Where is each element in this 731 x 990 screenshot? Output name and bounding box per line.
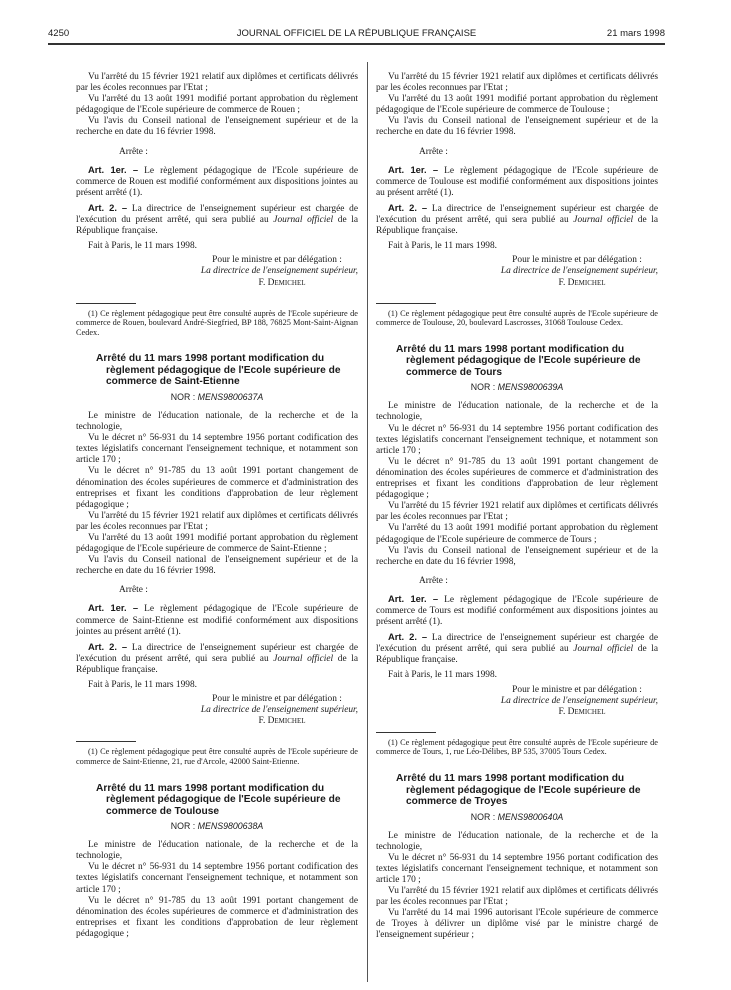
visa: Vu le décret n° 91-785 du 13 août 1991 portant changement de dénomination des écoles supérieures de commerce et d'administration des entreprises et fixant les conditions d'approbation de leur règlement pédagogique ;	[376, 456, 658, 501]
decree-title-line: règlement pédagogique de l'Ecole supérieure de	[406, 784, 641, 796]
decree-title-line: Arrêté du 11 mars 1998 portant modification du	[96, 353, 325, 365]
article-text: La directrice de l'enseignement supérieur est chargée de l'exécution du présent arrêté, qui sera publié au	[376, 633, 658, 655]
nor-code: MENS9800637A	[197, 391, 264, 402]
nor-code: MENS9800640A	[497, 811, 564, 822]
article-text: de la République française.	[76, 653, 359, 675]
visa: Vu l'arrêté du 15 février 1921 relatif aux diplômes et certificats délivrés par les écoles reconnues par l'Etat ;	[76, 510, 358, 532]
article-text: de la République française.	[376, 215, 659, 237]
signing-place-date: Fait à Paris, le 11 mars 1998.	[88, 680, 198, 691]
article-label: Art. 2. –	[88, 640, 128, 652]
decree-toulouse-continuation	[376, 72, 658, 328]
article-1	[76, 164, 358, 199]
visa: Vu l'arrêté du 15 février 1921 relatif aux diplômes et certificats délivrés par les écoles reconnues par l'Etat ;	[76, 72, 358, 94]
decree-title-line: commerce de Troyes	[406, 796, 508, 807]
footnote-rule	[376, 732, 436, 733]
decree-title-line: règlement pédagogique de l'Ecole supérieure de	[406, 355, 641, 367]
decree-title	[76, 353, 358, 388]
decree-title-line: règlement pédagogique de l'Ecole supérieure de	[106, 794, 341, 806]
decree-title	[376, 344, 658, 379]
signing-place-date: Fait à Paris, le 11 mars 1998.	[388, 670, 498, 681]
issue-date: 21 mars 1998	[606, 28, 665, 39]
journal-title: JOURNAL OFFICIEL DE LA RÉPUBLIQUE FRANÇAISE	[236, 28, 477, 39]
article-label: Art. 1er. –	[88, 163, 139, 175]
decree-title-line: règlement pédagogique de l'Ecole supérieure de	[106, 364, 341, 376]
visa: Vu l'avis du Conseil national de l'enseignement supérieur et de la recherche en date du 16 février 1998.	[376, 116, 658, 138]
decree-title-line: commerce de Tours	[406, 366, 503, 378]
footnote: (1) Ce règlement pédagogique peut être consulté auprès de l'Ecole supérieure de commerce de Tours, 1, rue Léo-Délibes, BP 535, 37005 Tours Cedex.	[376, 737, 658, 757]
signature-line-1: Pour le ministre et par délégation :	[212, 255, 342, 266]
visa: Vu l'arrêté du 13 août 1991 modifié portant approbation du règlement pédagogique de l'Ecole supérieure de commerce de Tours ;	[376, 523, 658, 545]
article-label: Art. 2. –	[88, 201, 128, 213]
decree-saint-etienne	[76, 353, 358, 766]
article-text: La directrice de l'enseignement supérieur est chargée de l'exécution du présent arrêté, qui sera publié au	[376, 203, 658, 226]
nor-label: NOR :	[470, 811, 498, 822]
footnote-rule	[376, 303, 436, 304]
visa: Vu l'arrêté du 15 février 1921 relatif aux diplômes et certificats délivrés par les écoles reconnues par l'Etat ;	[376, 501, 658, 523]
nor-reference	[376, 382, 658, 393]
article-text: de la République française.	[376, 644, 659, 666]
article-1	[376, 593, 658, 628]
article-1	[376, 164, 658, 199]
signatory-name: F. Demichel	[258, 277, 306, 288]
article-label: Art. 2. –	[388, 201, 428, 213]
nor-reference	[76, 392, 358, 403]
signature-line-1: Pour le ministre et par délégation :	[512, 684, 642, 695]
signature-line-1: Pour le ministre et par délégation :	[212, 694, 342, 705]
arrete-label: Arrête :	[419, 575, 448, 586]
visa: Vu l'arrêté du 15 février 1921 relatif aux diplômes et certificats délivrés par les écoles reconnues par l'Etat ;	[376, 886, 658, 908]
nor-label: NOR :	[470, 382, 498, 393]
visa: Vu le décret n° 56-931 du 14 septembre 1956 portant codification des textes législatifs concernant l'enseignement technique, et notamment son article 170 ;	[376, 423, 658, 456]
decree-title	[376, 773, 658, 808]
visa: Vu le décret n° 56-931 du 14 septembre 1956 portant codification des textes législatifs concernant l'enseignement technique, et notamment son article 170 ;	[376, 852, 658, 885]
article-2	[376, 202, 658, 237]
signature-line-2: La directrice de l'enseignement supérieur,	[200, 266, 358, 277]
signing-place-date: Fait à Paris, le 11 mars 1998.	[388, 241, 498, 252]
article-2	[376, 631, 658, 666]
decree-title-line: Arrêté du 11 mars 1998 portant modification du	[396, 343, 625, 355]
signatory-name: F. Demichel	[558, 277, 606, 288]
visa: Vu l'avis du Conseil national de l'enseignement supérieur et de la recherche en date du 16 février 1998.	[76, 116, 358, 138]
visa: Vu l'arrêté du 15 février 1921 relatif aux diplômes et certificats délivrés par les écoles reconnues par l'Etat ;	[376, 72, 658, 94]
visa: Vu l'arrêté du 13 août 1991 modifié portant approbation du règlement pédagogique de l'Ecole supérieure de commerce de Rouen ;	[76, 94, 358, 116]
journal-name: Journal officiel	[573, 215, 634, 226]
signature-line-2: La directrice de l'enseignement supérieur,	[500, 266, 658, 277]
decree-rouen-continuation	[76, 72, 358, 337]
article-label: Art. 1er. –	[388, 163, 439, 175]
intro: Le ministre de l'éducation nationale, de la recherche et de la technologie,	[76, 410, 358, 433]
article-text: Le règlement pédagogique de l'Ecole supérieure de commerce de Saint-Etienne est modifié conformément aux dispositions jointes au présent arrêté (1).	[76, 604, 359, 637]
article-1	[76, 602, 358, 637]
header-rule	[48, 43, 665, 45]
visa: Vu le décret n° 91-785 du 13 août 1991 portant changement de dénomination des écoles supérieures de commerce et d'administration des entreprises et fixant les conditions d'approbation de leur règlement pédagogique ;	[76, 895, 358, 939]
footnote: (1) Ce règlement pédagogique peut être consulté auprès de l'Ecole supérieure de commerce de Toulouse, 20, boulevard Lascrosses, 31068 Toulouse Cedex.	[376, 308, 658, 328]
page-header	[48, 28, 665, 42]
article-text: Le règlement pédagogique de l'Ecole supérieure de commerce de Toulouse est modifié conformément aux dispositions jointes au présent arrêté (1).	[376, 165, 659, 198]
footnote-rule	[76, 741, 136, 742]
column-divider	[367, 62, 368, 982]
decree-title-line: commerce de Toulouse	[106, 805, 220, 817]
decree-tours	[376, 344, 658, 757]
article-2	[76, 641, 358, 676]
decree-title	[76, 783, 358, 818]
left-column	[76, 72, 358, 940]
article-text: Le règlement pédagogique de l'Ecole supérieure de commerce de Tours est modifié conformément aux dispositions jointes au présent arrêté (1).	[376, 594, 659, 628]
signing-place-date: Fait à Paris, le 11 mars 1998.	[88, 241, 198, 252]
visa: Vu le décret n° 91-785 du 13 août 1991 portant changement de dénomination des écoles supérieures de commerce et d'administration des entreprises et fixant les conditions d'approbation de leur règlement pédagogique ;	[76, 466, 358, 510]
decree-troyes	[376, 773, 658, 942]
footnote-rule	[76, 303, 136, 304]
article-text: La directrice de l'enseignement supérieur est chargée de l'exécution du présent arrêté, qui sera publié au	[76, 642, 358, 664]
visa: Vu l'avis du Conseil national de l'enseignement supérieur et de la recherche en date du 16 février 1998.	[76, 555, 358, 577]
arrete-label: Arrête :	[419, 146, 448, 157]
article-text: La directrice de l'enseignement supérieur est chargée de l'exécution du présent arrêté, qui sera publié au	[76, 203, 358, 226]
visa: Vu l'arrêté du 13 août 1991 modifié portant approbation du règlement pédagogique de l'Ecole supérieure de commerce de Toulouse ;	[376, 94, 658, 116]
arrete-label: Arrête :	[119, 146, 148, 157]
footnote: (1) Ce règlement pédagogique peut être consulté auprès de l'Ecole supérieure de commerce de Rouen, boulevard André-Siegfried, BP 188, 76825 Mont-Saint-Aignan Cedex.	[76, 308, 358, 337]
article-label: Art. 1er. –	[88, 602, 139, 614]
article-2	[76, 202, 358, 237]
decree-title-line: commerce de Saint-Etienne	[106, 376, 240, 388]
visa: Vu l'avis du Conseil national de l'enseignement supérieur et de la recherche en date du 16 février 1998,	[376, 545, 658, 567]
intro: Le ministre de l'éducation nationale, de la recherche et de la technologie,	[376, 401, 658, 423]
article-text: de la République française.	[76, 215, 359, 237]
nor-label: NOR :	[170, 391, 198, 402]
article-label: Art. 2. –	[388, 631, 428, 643]
journal-name: Journal officiel	[273, 653, 334, 664]
article-text: Le règlement pédagogique de l'Ecole supérieure de commerce de Rouen est modifié conformément aux dispositions jointes au présent arrêté (1).	[76, 165, 359, 198]
decree-toulouse	[76, 783, 358, 940]
signature-line-1: Pour le ministre et par délégation :	[512, 255, 642, 266]
right-column	[376, 72, 658, 942]
journal-name: Journal officiel	[273, 215, 334, 226]
article-label: Art. 1er. –	[388, 592, 439, 604]
visa: Vu le décret n° 56-931 du 14 septembre 1956 portant codification des textes législatifs concernant l'enseignement technique, et notamment son article 170 ;	[76, 862, 358, 895]
intro: Le ministre de l'éducation nationale, de la recherche et de la technologie,	[76, 840, 358, 862]
signatory-name: F. Demichel	[558, 706, 606, 717]
intro: Le ministre de l'éducation nationale, de la recherche et de la technologie,	[376, 830, 658, 852]
nor-reference	[76, 821, 358, 832]
signature-line-2: La directrice de l'enseignement supérieur,	[200, 705, 358, 716]
decree-title-line: Arrêté du 11 mars 1998 portant modification du	[96, 782, 325, 794]
footnote: (1) Ce règlement pédagogique peut être consulté auprès de l'Ecole supérieure de commerce de Saint-Etienne, 21, rue d'Arcole, 42000 Saint-Etienne.	[76, 747, 358, 766]
arrete-label: Arrête :	[119, 585, 148, 596]
nor-code: MENS9800639A	[497, 382, 564, 393]
nor-code: MENS9800638A	[197, 821, 264, 832]
visa: Vu l'arrêté du 13 août 1991 modifié portant approbation du règlement pédagogique de l'Ecole supérieure de commerce de Saint-Etienne ;	[76, 533, 358, 555]
page-number: 4250	[48, 28, 70, 39]
visa: Vu l'arrêté du 14 mai 1996 autorisant l'Ecole supérieure de commerce de Troyes à délivrer un diplôme visé par le ministre chargé de l'enseignement supérieur ;	[376, 908, 658, 941]
nor-label: NOR :	[170, 821, 198, 832]
signatory-name: F. Demichel	[258, 716, 306, 727]
visa: Vu le décret n° 56-931 du 14 septembre 1956 portant codification des textes législatifs concernant l'enseignement technique, et notamment son article 170 ;	[76, 433, 358, 466]
nor-reference	[376, 812, 658, 823]
signature-line-2: La directrice de l'enseignement supérieur,	[500, 695, 658, 706]
decree-title-line: Arrêté du 11 mars 1998 portant modification du	[396, 773, 625, 784]
journal-name: Journal officiel	[573, 644, 634, 655]
